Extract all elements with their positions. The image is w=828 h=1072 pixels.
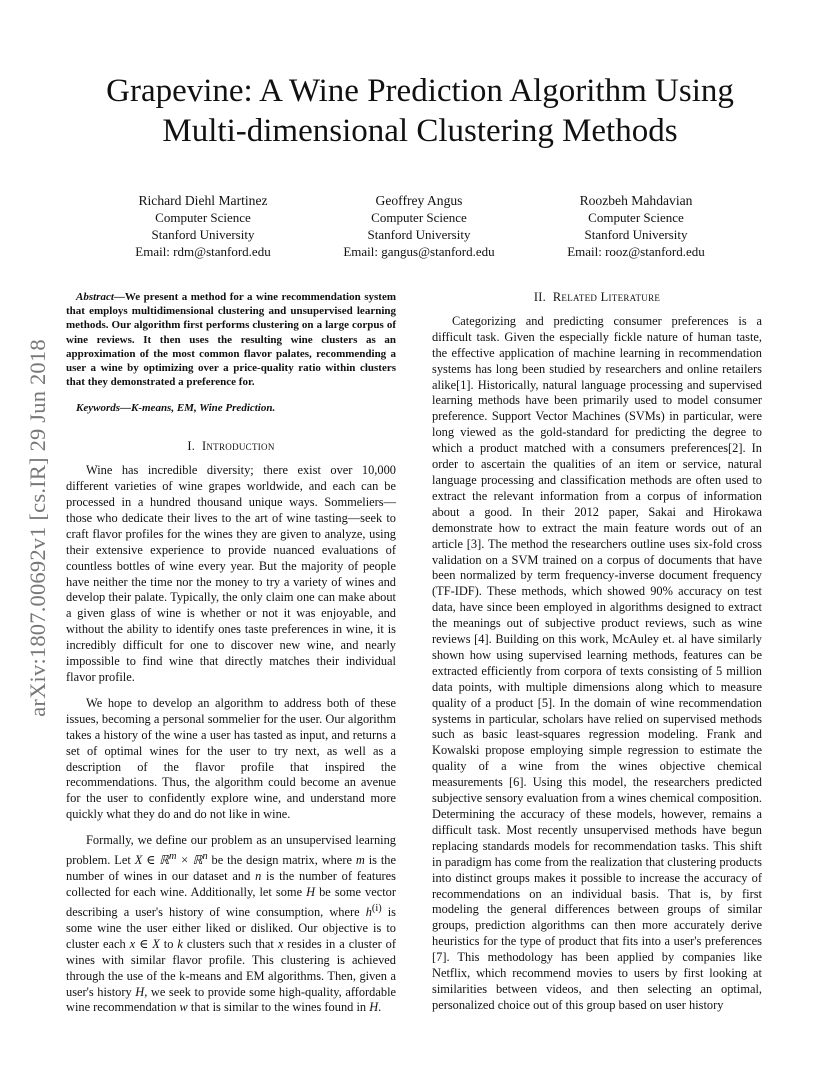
math-X-def: X ∈ ℝ: [134, 853, 170, 868]
author-dept: Computer Science: [371, 210, 467, 225]
intro-paragraph-1: Wine has incredible diversity; there exist over 10,000 different varieties of wine grapes worldwide, and each can be processed in a hundred thousand unique ways. Sommeliers—those who dedicate their lives to the art of wine tasting—seek to craft flavor profiles for the wines they are given to analyze, using their extensive experience to provide nuanced evaluations of countless bottles of wine every year. But the majority of people have neither the time nor the money to try a variety of wines and develop their palate. Typically, the only claim one can make about a given glass of wine is whether or not it was enjoyable, and without the ability to identify ones taste preferences in wine, it is incredibly difficult for one to discover new wine, and nearly impossible to find wine that directly matches their individual flavor profile.: [66, 463, 396, 685]
title-line-2: Multi-dimensional Clustering Methods: [162, 113, 678, 149]
author-univ: Stanford University: [584, 227, 688, 242]
keywords: Keywords—K-means, EM, Wine Prediction.: [76, 402, 276, 415]
abstract-lead: Abstract: [76, 291, 114, 303]
section-title: Related Literature: [552, 290, 661, 304]
section-number: II.: [533, 290, 547, 304]
section-heading-introduction: [66, 439, 396, 455]
title-line-1: Grapevine: A Wine Prediction Algorithm Using: [106, 73, 734, 109]
author-email: Email: gangus@stanford.edu: [343, 244, 495, 259]
section-heading-related-literature: [432, 290, 762, 306]
author-email: Email: rdm@stanford.edu: [135, 244, 271, 259]
author-name: Roozbeh Mahdavian: [579, 193, 693, 208]
intro-paragraph-3: Formally, we define our problem as an unsupervised learning problem. Let X ∈ ℝ$^m$ × ℝ$^n$ be the design matrix, where m is the number of wines in our dataset and n is the number of features collected for each wine. Additionally, let some H be some vector describing a user's history of wine consumption, where $h^{(i)}$ is some wine the user either liked or disliked. Our objective is to cluster each x ∈ X to k clusters such that x resides in a cluster of wines with similar flavor profile. This clustering is achieved through the use of the k-means and EM algorithms. Then, given a user's history H, we seek to provide some high-quality, affordable wine recommendation w that is similar to the wines found in H.: [66, 833, 397, 1015]
author-email: Email: rooz@stanford.edu: [567, 244, 705, 259]
left-column: [66, 290, 396, 1026]
author-block-3: [526, 192, 746, 260]
intro-paragraph-2: We hope to develop an algorithm to address both of these issues, becoming a personal sommelier for the user. Our algorithm takes a history of the wine a user has tasted as input, and returns a set of optimal wines for the user to try next, as well as a description of the flavor profile that inspired the recommendations. Thus, the algorithm could become an avenue for the user to confidently explore wine, and understand more quickly what they do and do not like in wine.: [66, 695, 396, 822]
author-name: Richard Diehl Martinez: [138, 193, 268, 208]
paper-title: [60, 71, 780, 151]
section-number: I.: [187, 439, 196, 454]
abstract-text: —We present a method for a wine recommendation system that employs multidimensional clustering and unsupervised learning methods. Our algorithm first performs clustering on a large corpus of wine reviews. It then uses the resulting wine clusters as an approximation of the most common flavor palates, recommending a user a wine by optimizing over a price-quality ratio within clusters that they demonstrated a preference for.: [66, 291, 396, 389]
author-name: Geoffrey Angus: [375, 193, 463, 208]
arxiv-identifier: [22, 298, 54, 758]
author-dept: Computer Science: [588, 210, 684, 225]
abstract: [66, 290, 396, 389]
section-title: Introduction: [201, 439, 275, 454]
arxiv-identifier-text: arXiv:1807.00692v1 [cs.IR] 29 Jun 2018: [25, 339, 50, 717]
author-block-1: [93, 192, 313, 260]
author-univ: Stanford University: [151, 227, 255, 242]
author-block-2: [309, 192, 529, 260]
related-paragraph-1: Categorizing and predicting consumer preferences is a difficult task. Given the especially fickle nature of human taste, the effective application of machine learning in recommendation systems has long been studied by researchers and online retailers alike[1]. Historically, natural language processing and supervised learning methods have been primarily used to model consumer preference. Support Vector Machines (SVMs) in particular, were long viewed as the gold-standard for predicting the degree to which a product matched with a consumers preferences[2]. In order to ascertain the qualities of an item or service, natural language processing and classification methods are often used to extract the relevant information from a corpus of information about a good. In their 2012 paper, Sakai and Hirokawa demonstrate how to extract the main feature words out of an article [3]. The method the researchers outline uses six-fold cross validation on a SVM trained on a corpus of documents that have been normalized by term frequency-inverse document frequency (TF-IDF). These methods, which showed 90% accuracy on test data, have since been employed in algorithms designed to extract the meanings out of subjective product reviews, such as wine reviews [4]. Building on this work, McAuley et. al have similarly shown how using supervised learning methods, features can be extracted efficiently from corpora of texts consisting of 5 million data points, with multiple dimensions along which to measure quality of a product [5]. In the domain of wine recommendation systems in particular, scholars have relied on supervised methods such as basic least-squares regression modeling. Frank and Kowalski propose employing simple regression to estimate the quality of a wine from the wines objective chemical measurements [6]. Using this model, the researchers predicted subjective sensory evaluation from a wines chemical composition. Determining the accuracy of these models, however, remains a difficult task. Most recently unsupervised methods have begun replacing standards models for recommendation tasks. This shift in paradigm has come from the realization that clustering products into distinct groups makes it possible to increase the accuracy of recommendations on an individual basis. That is, by first modeling the general differences between groups of similar groups, prediction algorithms can then more accurately derive heuristics for the type of product that fits into a user's preferences [7]. This methodology has been applied by companies like Netflix, which recommend movies to users by first looking at similarities between videos, and then selecting an optimal, personalized choice out of this group based on user history: [432, 313, 762, 1012]
author-univ: Stanford University: [367, 227, 471, 242]
right-column: [432, 290, 762, 1024]
author-dept: Computer Science: [155, 210, 251, 225]
